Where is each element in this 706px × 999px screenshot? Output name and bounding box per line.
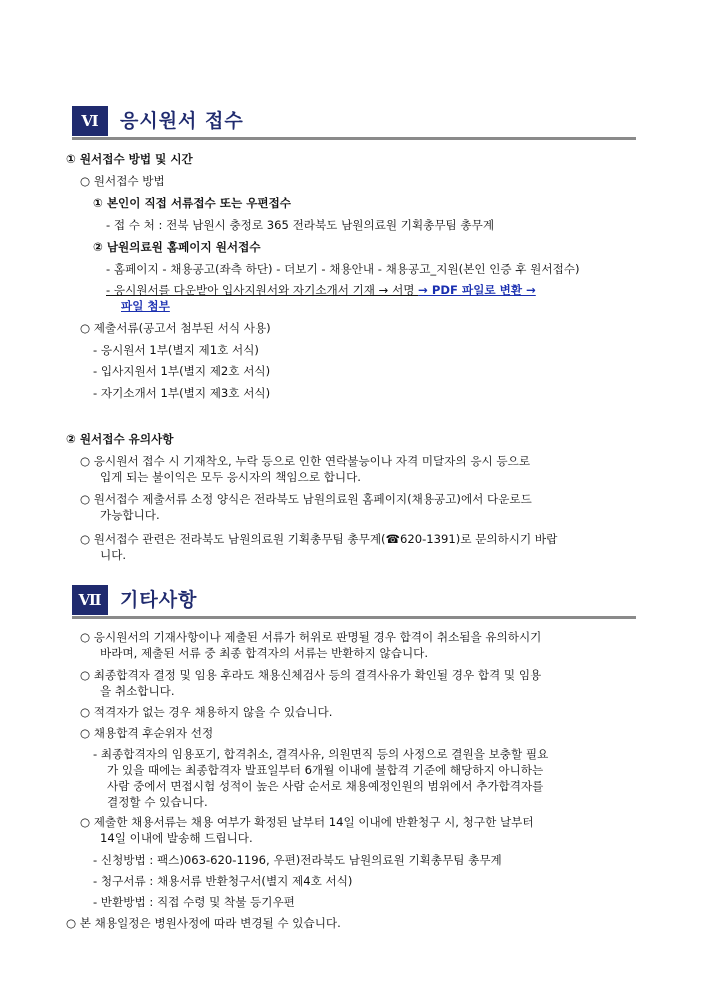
section-header-6 [72, 106, 636, 138]
option-direct-detail: - 접 수 처 : 전북 남원시 충정로 365 전라북도 남원의료원 기획총무팀 총무계 [106, 218, 495, 232]
section-header-7 [72, 585, 636, 617]
item-3: ○ 적격자가 없는 경우 채용하지 않을 수 있습니다. [80, 705, 333, 719]
section-title: 응시원서 접수 [120, 110, 244, 132]
section-number-badge: Ⅶ [72, 585, 108, 615]
bullet-documents: ○ 제출서류(공고서 첨부된 서식 사용) [80, 321, 271, 335]
item-5-line-1: ○ 제출한 채용서류는 채용 여부가 확정된 날부터 14일 이내에 반환청구 시, 청구한 날부터 [80, 815, 534, 829]
note-3-line-2: 니다. [100, 548, 127, 562]
item-5-detail-3: - 반환방법 : 직접 수령 및 착불 등기우편 [93, 895, 295, 909]
item-4-detail-line-1: - 최종합격자의 임용포기, 합격취소, 결격사유, 의원면직 등의 사정으로 결원을 보충할 필요 [93, 747, 549, 761]
note-1-line-2: 입게 되는 불이익은 모두 응시자의 책임으로 합니다. [100, 470, 361, 484]
option-direct-mail: ① 본인이 직접 서류접수 또는 우편접수 [93, 196, 291, 210]
note-2-line-2: 가능합니다. [100, 508, 160, 522]
option-homepage-detail-2-cont: 파일 첨부 [121, 299, 170, 313]
subheading-application-method: ① 원서접수 방법 및 시간 [66, 152, 193, 166]
item-2-line-2: 을 취소합니다. [100, 684, 175, 698]
option-homepage: ② 남원의료원 홈페이지 원서접수 [93, 240, 261, 254]
option-homepage-detail-1: - 홈페이지 - 채용공고(좌측 하단) - 더보기 - 채용안내 - 채용공고_지원(본인 인증 후 원서접수) [106, 262, 580, 276]
document-item-2: - 입사지원서 1부(별지 제2호 서식) [93, 364, 271, 378]
item-2-line-1: ○ 최종합격자 결정 및 임용 후라도 채용신체검사 등의 결격사유가 확인될 경우 합격 및 임용 [80, 668, 542, 682]
item-4: ○ 채용합격 후순위자 선정 [80, 726, 214, 740]
item-4-detail-line-4: 결정할 수 있습니다. [107, 795, 208, 809]
subheading-notes: ② 원서접수 유의사항 [66, 432, 174, 446]
final-note: ○ 본 채용일정은 병원사정에 따라 변경될 수 있습니다. [66, 916, 341, 930]
detail-2-part-b: → PDF 파일로 변환 → [418, 283, 536, 297]
item-1-line-2: 바라며, 제출된 서류 중 최종 합격자의 서류는 반환하지 않습니다. [100, 646, 429, 660]
detail-2-part-a: - 응시원서를 다운받아 입사지원서와 자기소개서 기재 → 서명 [106, 283, 419, 297]
section-divider [72, 616, 636, 619]
bullet-method: ○ 원서접수 방법 [80, 174, 165, 188]
note-3-line-1: ○ 원서접수 관련은 전라북도 남원의료원 기획총무팀 총무계(☎620-1391)로 문의하시기 바랍 [80, 532, 558, 546]
item-5-line-2: 14일 이내에 발송해 드립니다. [100, 831, 253, 845]
item-4-detail-line-3: 사람 중에서 면접시험 성적이 높은 사람 순서로 채용예정인원의 범위에서 추가합격자를 [107, 779, 544, 793]
section-number-badge: Ⅵ [72, 106, 108, 136]
note-1-line-1: ○ 응시원서 접수 시 기재착오, 누락 등으로 인한 연락불능이나 자격 미달자의 응시 등으로 [80, 454, 531, 468]
item-1-line-1: ○ 응시원서의 기재사항이나 제출된 서류가 허위로 판명될 경우 합격이 취소됨을 유의하시기 [80, 630, 542, 644]
item-4-detail-line-2: 가 있을 때에는 최종합격자 발표일부터 6개월 이내에 불합격 기준에 해당하지 아니하는 [107, 763, 544, 777]
document-item-1: - 응시원서 1부(별지 제1호 서식) [93, 343, 259, 357]
option-homepage-detail-2 [106, 282, 536, 298]
section-divider [72, 137, 636, 140]
document-item-3: - 자기소개서 1부(별지 제3호 서식) [93, 386, 271, 400]
item-5-detail-1: - 신청방법 : 팩스)063-620-1196, 우편)전라북도 남원의료원 기획총무팀 총무계 [93, 853, 502, 867]
section-title: 기타사항 [120, 589, 198, 611]
item-5-detail-2: - 청구서류 : 채용서류 반환청구서(별지 제4호 서식) [93, 874, 353, 888]
note-2-line-1: ○ 원서접수 제출서류 소정 양식은 전라북도 남원의료원 홈페이지(채용공고)에서 다운로드 [80, 492, 532, 506]
